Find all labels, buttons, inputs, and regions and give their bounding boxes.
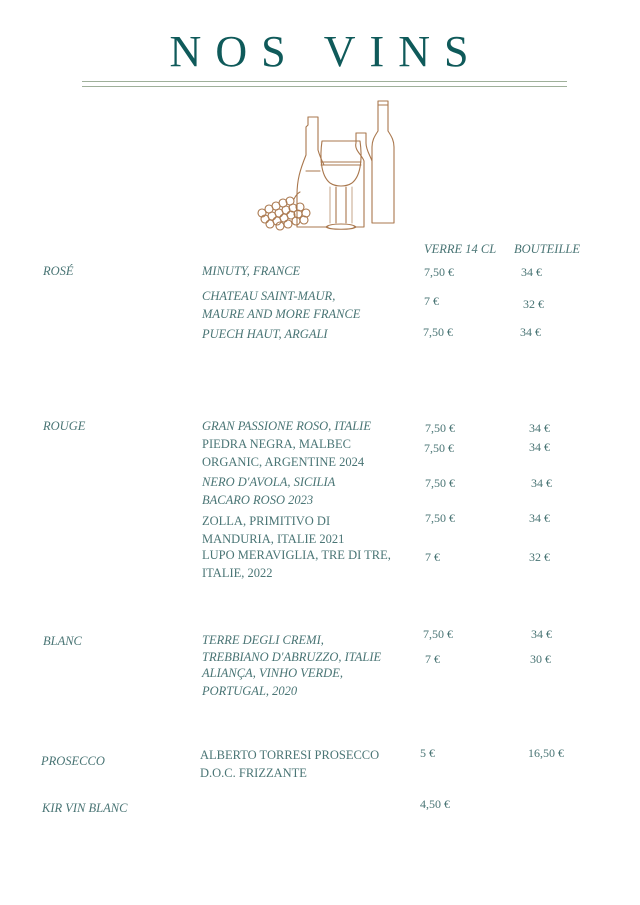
wine-name: ALBERTO TORRESI PROSECCO	[200, 748, 380, 762]
wine-name: ALIANÇA, VINHO VERDE,	[202, 666, 343, 680]
wine-name-line2: MAURE AND MORE FRANCE	[202, 307, 361, 321]
wine-name: PIEDRA NEGRA, MALBEC	[202, 437, 351, 451]
bottle-price: 34 €	[521, 265, 542, 279]
category-kir-vin-blanc: KIR VIN BLANC	[42, 801, 128, 815]
category-prosecco: PROSECCO	[41, 754, 105, 768]
glass-price: 7,50 €	[424, 441, 454, 455]
wine-name-line2: BACARO ROSO 2023	[202, 493, 314, 507]
bottle-price: 34 €	[531, 476, 552, 490]
glass-price: 7,50 €	[424, 265, 454, 279]
bottle-price: 34 €	[529, 440, 550, 454]
wine-name: LUPO MERAVIGLIA, TRE DI TRE,	[202, 548, 391, 562]
bottle-price: 34 €	[529, 421, 550, 435]
wine-name-line2: TREBBIANO D'ABRUZZO, ITALIE	[202, 650, 382, 664]
page-title: NOS VINS	[169, 27, 483, 76]
bottle-price: 30 €	[530, 652, 551, 666]
category-rose: ROSÉ	[43, 264, 74, 278]
wine-name: TERRE DEGLI CREMI,	[202, 633, 324, 647]
column-header-glass: VERRE 14 CL	[424, 242, 497, 256]
bottle-price: 34 €	[529, 511, 550, 525]
glass-price: 7 €	[425, 652, 440, 666]
bottle-price: 16,50 €	[528, 746, 564, 760]
wine-name-line2: D.O.C. FRIZZANTE	[200, 766, 307, 780]
column-header-bottle: BOUTEILLE	[514, 242, 580, 256]
wine-name-line2: PORTUGAL, 2020	[202, 684, 298, 698]
wine-name: CHATEAU SAINT-MAUR,	[202, 289, 336, 303]
wine-bottles-glass-grapes-icon	[250, 95, 400, 235]
glass-price: 7,50 €	[425, 421, 455, 435]
divider-top	[82, 81, 567, 82]
wine-name: GRAN PASSIONE ROSO, ITALIE	[202, 419, 371, 433]
wine-name-line2: MANDURIA, ITALIE 2021	[202, 532, 345, 546]
glass-price: 7,50 €	[423, 627, 453, 641]
glass-price: 7 €	[424, 294, 439, 308]
glass-price: 5 €	[420, 746, 435, 760]
glass-price: 4,50 €	[420, 797, 450, 811]
wine-name-line2: ITALIE, 2022	[202, 566, 273, 580]
glass-price: 7,50 €	[423, 325, 453, 339]
glass-price: 7,50 €	[425, 476, 455, 490]
wine-name: NERO D'AVOLA, SICILIA	[202, 475, 336, 489]
bottle-price: 34 €	[531, 627, 552, 641]
category-rouge: ROUGE	[43, 419, 86, 433]
wine-name: MINUTY, FRANCE	[202, 264, 301, 278]
glass-price: 7 €	[425, 550, 440, 564]
bottle-price: 32 €	[529, 550, 550, 564]
bottle-price: 34 €	[520, 325, 541, 339]
category-blanc: BLANC	[43, 634, 82, 648]
wine-name: PUECH HAUT, ARGALI	[202, 327, 328, 341]
wine-name-line2: ORGANIC, ARGENTINE 2024	[202, 455, 365, 469]
bottle-price: 32 €	[523, 297, 544, 311]
wine-name: ZOLLA, PRIMITIVO DI	[202, 514, 331, 528]
glass-price: 7,50 €	[425, 511, 455, 525]
divider-bottom	[82, 86, 567, 87]
